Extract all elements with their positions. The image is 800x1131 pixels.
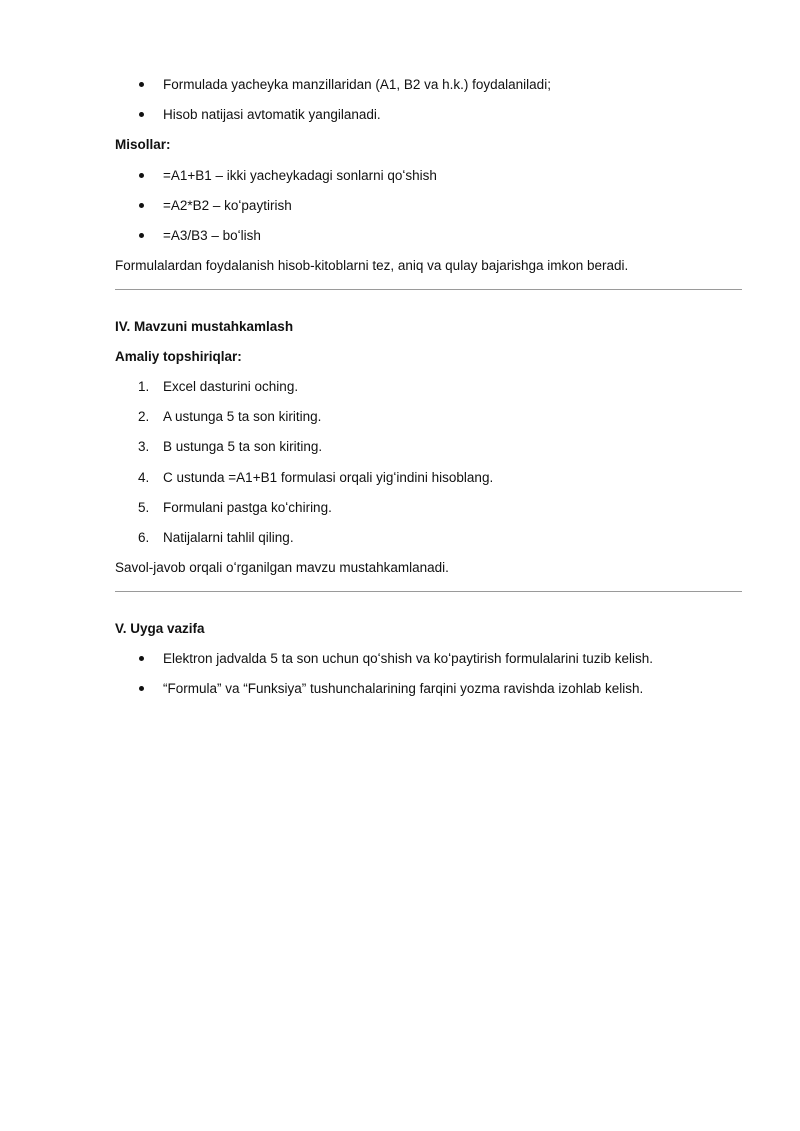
task-number: 5. [138, 500, 150, 515]
task-item: C ustunda =A1+B1 formulasi orqali yigʻindini hisoblang. [163, 470, 494, 485]
list-item: “Formula” va “Funksiya” tushunchalarining farqini yozma ravishda izohlab kelish. [163, 681, 644, 696]
task-number: 3. [138, 439, 150, 454]
list-item: Hisob natijasi avtomatik yangilanadi. [163, 107, 381, 122]
bullet-marker [139, 112, 144, 117]
section-conclusion: Savol-javob orqali oʻrganilgan mavzu mustahkamlanadi. [115, 560, 449, 575]
task-item: Formulani pastga koʻchiring. [163, 500, 332, 515]
section-heading: V. Uyga vazifa [115, 621, 205, 636]
bullet-marker [139, 203, 144, 208]
list-item: =A2*B2 – koʻpaytirish [163, 198, 292, 213]
task-number: 2. [138, 409, 150, 424]
list-item: =A1+B1 – ikki yacheykadagi sonlarni qoʻshish [163, 168, 437, 183]
task-item: B ustunga 5 ta son kiriting. [163, 439, 323, 454]
task-item: Excel dasturini oching. [163, 379, 299, 394]
bullet-marker [139, 686, 144, 691]
bullet-marker [139, 173, 144, 178]
bullet-marker [139, 233, 144, 238]
list-item: Elektron jadvalda 5 ta son uchun qoʻshish va koʻpaytirish formulalarini tuzib kelish. [163, 651, 654, 666]
task-item: Natijalarni tahlil qiling. [163, 530, 294, 545]
section-subheading: Amaliy topshiriqlar: [115, 349, 242, 364]
examples-heading: Misollar: [115, 137, 171, 152]
bullet-marker [139, 82, 144, 87]
list-item: =A3/B3 – boʻlish [163, 228, 261, 243]
horizontal-divider [115, 591, 742, 592]
task-item: A ustunga 5 ta son kiriting. [163, 409, 322, 424]
section-heading: IV. Mavzuni mustahkamlash [115, 319, 294, 334]
task-number: 4. [138, 470, 150, 485]
bullet-marker [139, 656, 144, 661]
horizontal-divider [115, 289, 742, 290]
examples-conclusion: Formulalardan foydalanish hisob-kitoblarni tez, aniq va qulay bajarishga imkon beradi. [115, 258, 629, 273]
task-number: 6. [138, 530, 150, 545]
task-number: 1. [138, 379, 150, 394]
list-item: Formulada yacheyka manzillaridan (A1, B2 va h.k.) foydalaniladi; [163, 77, 551, 92]
